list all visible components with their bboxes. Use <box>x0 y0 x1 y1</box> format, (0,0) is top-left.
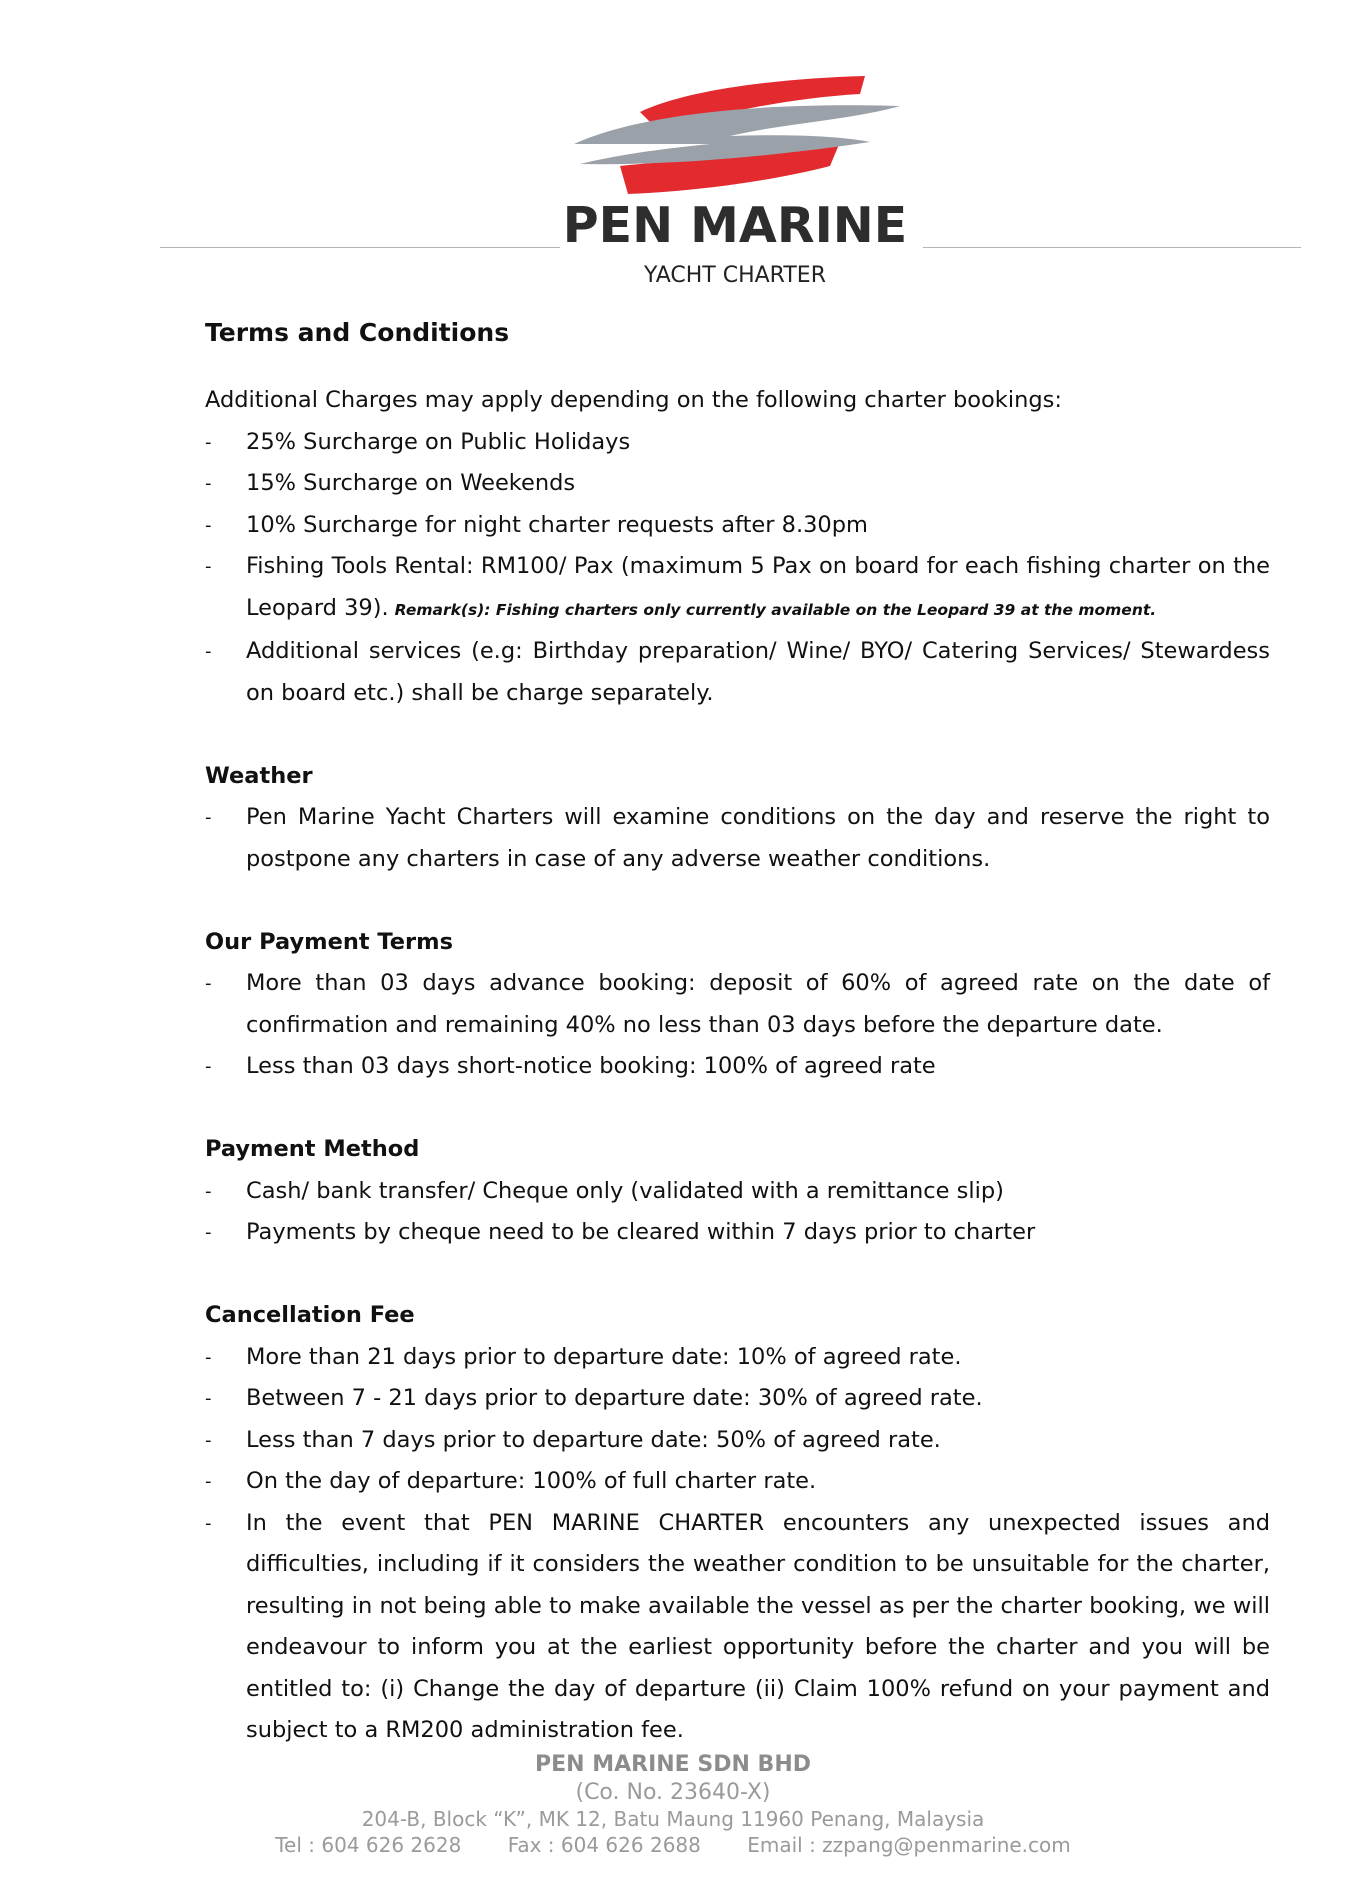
bullet-dash: - <box>205 1471 212 1492</box>
list-item <box>205 1212 1270 1254</box>
section-heading-payment-terms: Our Payment Terms <box>205 928 453 955</box>
list-item-text: Additional services (e.g: Birthday preparation/ Wine/ BYO/ Catering Services/ Stewardess on board etc.) shall be charge separately. <box>246 638 1270 706</box>
header-rule-left <box>160 247 560 248</box>
bullet-dash: - <box>205 1056 212 1077</box>
list-item-text: More than 03 days advance booking: deposit of 60% of agreed rate on the date of confirmation and remaining 40% no less than 03 days before the departure date. <box>246 970 1270 1038</box>
bullet-dash: - <box>205 473 212 494</box>
bullet-dash: - <box>205 1388 212 1409</box>
list-item <box>205 1337 1270 1379</box>
footer-company-name: PEN MARINE SDN BHD <box>535 1752 811 1777</box>
payment-terms-list <box>205 963 1270 1088</box>
bullet-dash: - <box>205 1512 212 1534</box>
document-body <box>205 314 1270 1752</box>
page-footer <box>0 1750 1346 1858</box>
footer-company-number: (Co. No. 23640-X) <box>575 1780 771 1805</box>
bullet-dash: - <box>205 973 212 994</box>
payment-method-list <box>205 1171 1270 1254</box>
section-heading-weather: Weather <box>205 762 313 789</box>
bullet-dash: - <box>205 1346 212 1368</box>
bullet-dash: - <box>205 1180 212 1202</box>
list-item <box>205 963 1270 1046</box>
logo-gray-hull-shape <box>574 105 900 164</box>
section-heading-payment-method: Payment Method <box>205 1136 420 1162</box>
list-item <box>205 797 1270 880</box>
fishing-remark: Remark(s): Fishing charters only currently available on the Leopard 39 at the moment. <box>394 600 1157 619</box>
bullet-dash: - <box>205 1222 212 1243</box>
list-item <box>205 463 1270 505</box>
footer-email: Email : zzpang@penmarine.com <box>747 1833 1071 1857</box>
list-item-text: More than 21 days prior to departure date: 10% of agreed rate. <box>246 1343 962 1370</box>
list-item <box>205 1171 1270 1213</box>
list-item-text: Cash/ bank transfer/ Cheque only (validated with a remittance slip) <box>246 1177 1004 1204</box>
list-item <box>205 1461 1270 1503</box>
list-item-text: On the day of departure: 100% of full charter rate. <box>246 1468 817 1494</box>
list-item-text: 10% Surcharge for night charter requests after 8.30pm <box>246 511 868 538</box>
footer-contact-line <box>0 1832 1346 1858</box>
brand-name: PEN MARINE <box>562 197 908 254</box>
list-item-text: In the event that PEN MARINE CHARTER encounters any unexpected issues and difficulties, including if it considers the weather condition to be unsuitable for the charter, resulting in not being able to make available the vessel as per the charter booking, we will endeavour to inform you at the earliest opportunity before the charter and you will be entitled to: (i) Change the day of departure (ii) Claim 100% refund on your payment and subject to a RM200 administration fee. <box>246 1509 1270 1743</box>
footer-fax: Fax : 604 626 2688 <box>507 1833 701 1857</box>
list-item <box>205 422 1270 464</box>
weather-list <box>205 797 1270 880</box>
list-item <box>205 1046 1270 1088</box>
brand-subtitle: YACHT CHARTER <box>644 263 826 288</box>
header-rule-right <box>923 247 1301 248</box>
list-item <box>205 1378 1270 1420</box>
list-item-text: Between 7 - 21 days prior to departure date: 30% of agreed rate. <box>246 1385 983 1411</box>
list-item-text: Less than 03 days short-notice booking: 100% of agreed rate <box>246 1053 936 1079</box>
bullet-dash: - <box>205 514 212 536</box>
bullet-dash: - <box>205 1429 212 1451</box>
pen-marine-logo-icon <box>560 74 910 204</box>
list-item <box>205 1503 1270 1752</box>
list-item-text: Pen Marine Yacht Charters will examine conditions on the day and reserve the right to postpone any charters in case of any adverse weather conditions. <box>246 804 1270 872</box>
list-item-text: 25% Surcharge on Public Holidays <box>246 428 631 455</box>
list-item <box>205 546 1270 631</box>
bullet-dash: - <box>205 556 212 577</box>
footer-tel: Tel : 604 626 2628 <box>275 1833 462 1857</box>
document-title: Terms and Conditions <box>205 318 510 347</box>
bullet-dash: - <box>205 431 212 453</box>
list-item-text: Less than 7 days prior to departure date: 50% of agreed rate. <box>246 1426 941 1453</box>
list-item-text: Fishing Tools Rental: RM100/ Pax (maximum 5 Pax on board for each fishing charter on the Leopard 39). <box>246 553 1270 621</box>
footer-address: 204-B, Block “K”, MK 12, Batu Maung 11960 Penang, Malaysia <box>361 1807 985 1831</box>
list-item <box>205 505 1270 547</box>
bullet-dash: - <box>205 807 212 828</box>
charges-intro: Additional Charges may apply depending on the following charter bookings: <box>205 387 1062 413</box>
list-item-text: 15% Surcharge on Weekends <box>246 470 576 496</box>
bullet-dash: - <box>205 641 212 662</box>
charges-list <box>205 422 1270 715</box>
list-item <box>205 631 1270 714</box>
section-heading-cancellation-fee: Cancellation Fee <box>205 1302 415 1328</box>
list-item <box>205 1420 1270 1462</box>
cancellation-fee-list <box>205 1337 1270 1752</box>
list-item-text: Payments by cheque need to be cleared within 7 days prior to charter <box>246 1219 1036 1245</box>
